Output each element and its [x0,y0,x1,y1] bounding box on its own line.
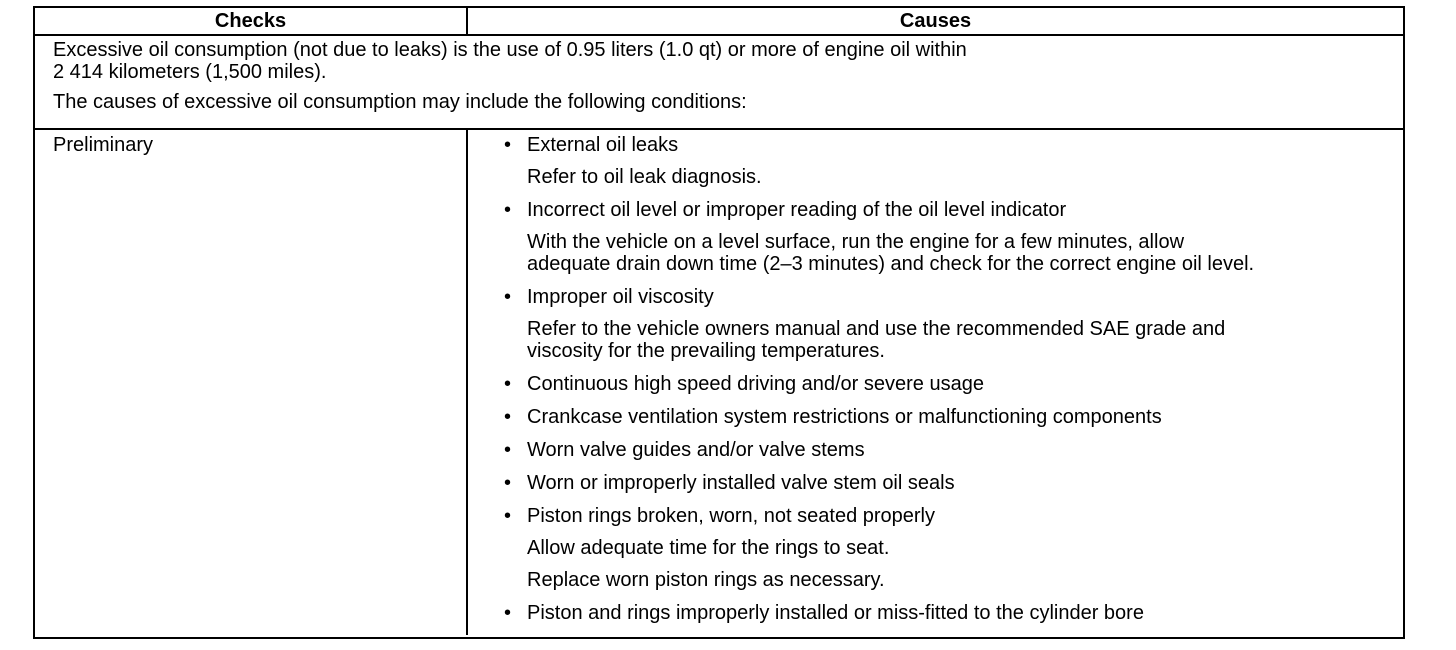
bullet-icon: • [504,134,512,156]
intro-row [35,36,1403,130]
checks-column-header: Checks [35,8,468,34]
cause-text: Piston rings broken, worn, not seated properly [527,505,935,527]
table-header-row [35,8,1403,36]
cause-item [504,472,1403,494]
diagnosis-table [33,6,1405,639]
bullet-icon: • [504,439,512,461]
cause-note: With the vehicle on a level surface, run the engine for a few minutes, allow adequate drain down time (2–3 minutes) and check for the correct engine oil level. [527,231,1255,275]
cause-item [504,505,1403,527]
cause-item [504,406,1403,428]
cause-text: Incorrect oil level or improper reading of the oil level indicator [527,199,1067,221]
bullet-icon: • [504,472,512,494]
bullet-icon: • [504,286,512,308]
checks-cell [35,130,468,635]
bullet-icon: • [504,505,512,527]
cause-item [504,439,1403,461]
causes-cell [468,130,1403,635]
cause-text: External oil leaks [527,134,679,156]
cause-item [504,134,1403,156]
causes-column-header: Causes [899,10,972,32]
cause-text: Worn valve guides and/or valve stems [527,439,865,461]
preliminary-label: Preliminary [53,134,154,156]
cause-text: Piston and rings improperly installed or miss-fitted to the cylinder bore [527,602,1144,624]
cause-item [504,286,1403,308]
cause-text: Improper oil viscosity [527,286,714,308]
bullet-icon: • [504,406,512,428]
cause-text: Continuous high speed driving and/or severe usage [527,373,984,395]
bullet-icon: • [504,602,512,624]
cause-item [504,602,1403,624]
cause-text: Crankcase ventilation system restrictions or malfunctioning components [527,406,1162,428]
cause-note: Replace worn piston rings as necessary. [527,569,885,591]
bullet-icon: • [504,199,512,221]
cause-note: Allow adequate time for the rings to seat. [527,537,890,559]
oil-consumption-definition: Excessive oil consumption (not due to leaks) is the use of 0.95 liters (1.0 qt) or more of engine oil within 2 414 kilometers (1,500 miles). [53,39,967,83]
cause-item [504,373,1403,395]
cause-text: Worn or improperly installed valve stem oil seals [527,472,955,494]
preliminary-row [35,130,1403,635]
cause-item [504,199,1403,221]
cause-note: Refer to oil leak diagnosis. [527,166,762,188]
causes-intro: The causes of excessive oil consumption may include the following conditions: [53,91,747,113]
cause-note: Refer to the vehicle owners manual and use the recommended SAE grade and viscosity for the prevailing temperatures. [527,318,1226,362]
bullet-icon: • [504,373,512,395]
